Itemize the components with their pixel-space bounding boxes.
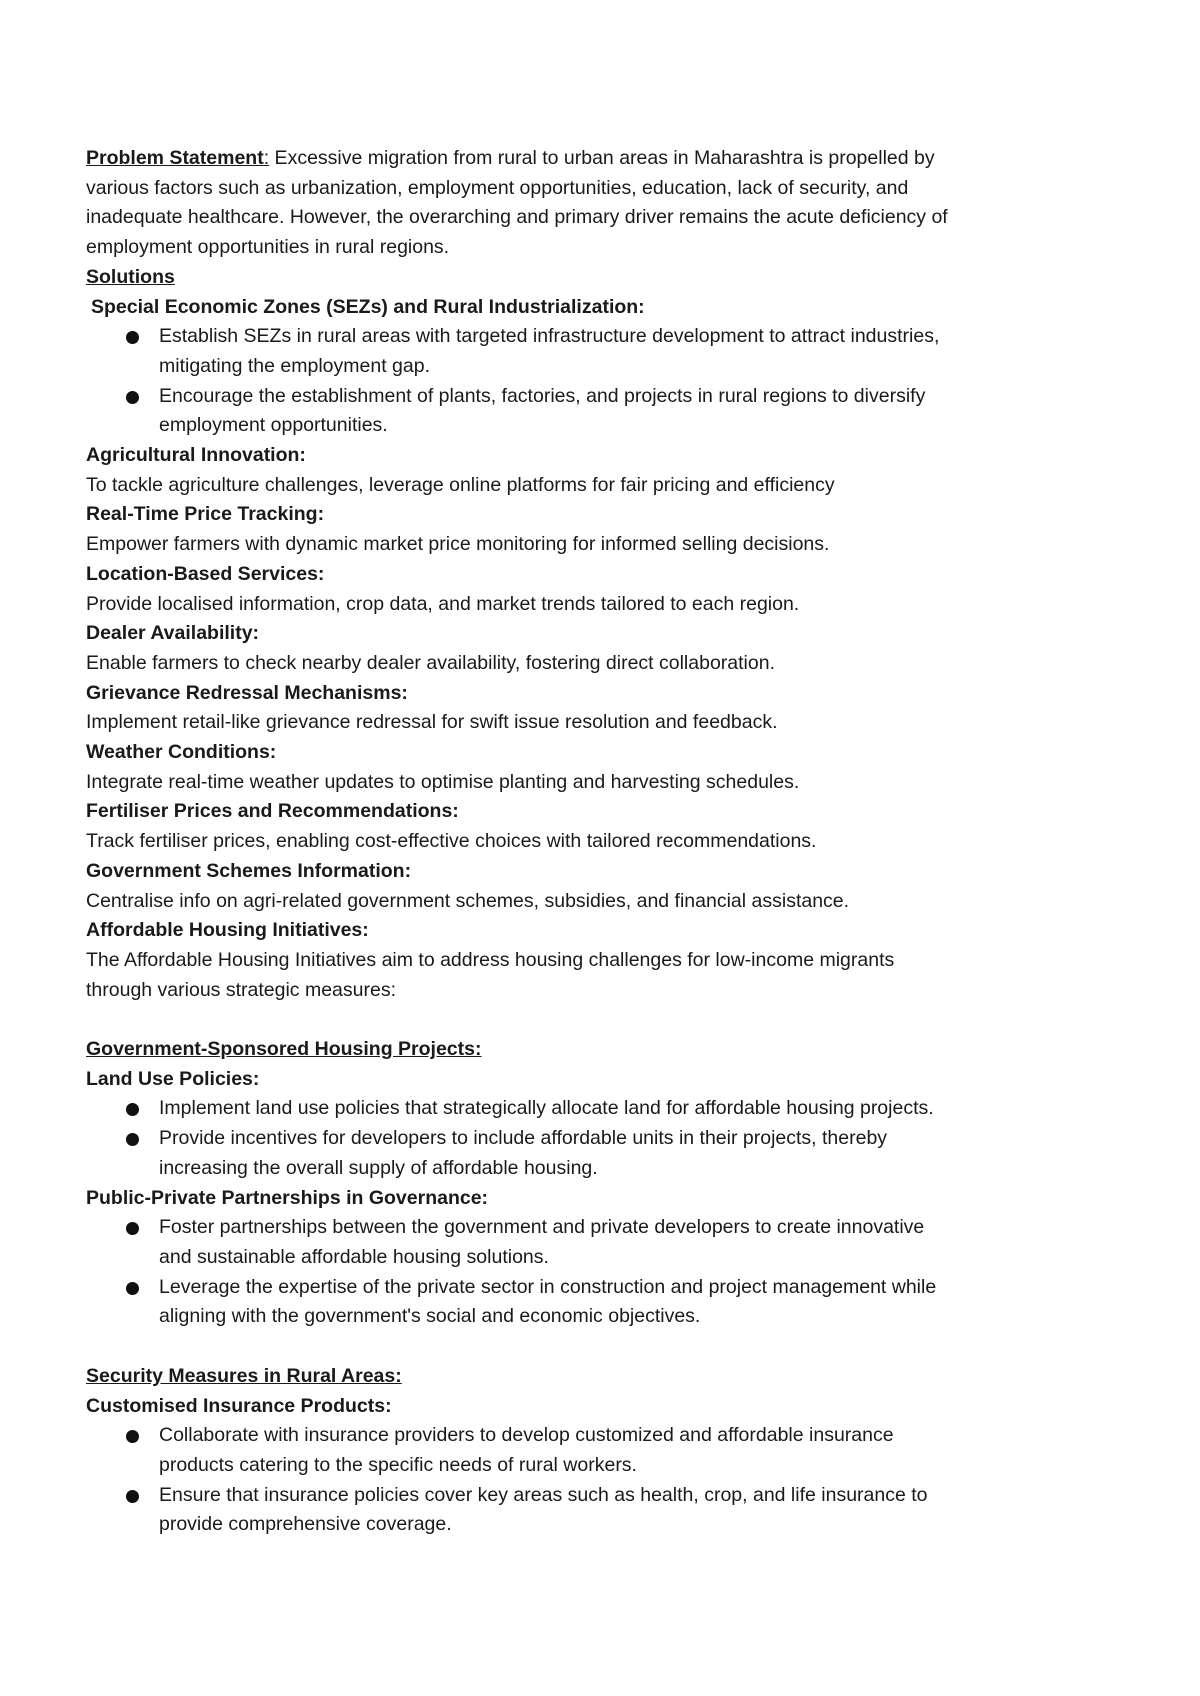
section-text-agricultural-innovation: To tackle agriculture challenges, leverage online platforms for fair pricing and efficiency <box>86 473 835 496</box>
bullet-text-line: Implement land use policies that strategically allocate land for affordable housing projects. <box>159 1097 934 1120</box>
bullet-text-line: products catering to the specific needs of rural workers. <box>159 1453 637 1476</box>
section-heading-price-tracking: Real-Time Price Tracking: <box>86 503 325 526</box>
sez-heading: Special Economic Zones (SEZs) and Rural Industrialization: <box>91 295 645 318</box>
bullet-icon <box>126 331 139 344</box>
bullet-item <box>86 1124 1116 1183</box>
bullet-item <box>86 1273 1116 1332</box>
document-page <box>86 144 1116 1540</box>
section-heading-affordable-housing: Affordable Housing Initiatives: <box>86 919 369 942</box>
bullet-text-line: Ensure that insurance policies cover key areas such as health, crop, and life insurance to <box>159 1483 928 1506</box>
land-use-heading: Land Use Policies: <box>86 1067 260 1090</box>
bullet-text-line: increasing the overall supply of affordable housing. <box>159 1156 598 1179</box>
section-heading-dealer-availability: Dealer Availability: <box>86 622 260 645</box>
bullet-text-line: provide comprehensive coverage. <box>159 1513 452 1536</box>
section-heading-weather-conditions: Weather Conditions: <box>86 741 277 764</box>
bullet-text-line: Establish SEZs in rural areas with targeted infrastructure development to attract industries, <box>159 325 940 348</box>
blank-line <box>86 1005 1116 1035</box>
section-text-weather-conditions: Integrate real-time weather updates to optimise planting and harvesting schedules. <box>86 770 800 793</box>
bullet-text-line: aligning with the government's social and economic objectives. <box>159 1305 701 1328</box>
bullet-item <box>86 382 1116 441</box>
bullet-icon <box>126 391 139 404</box>
bullet-icon <box>126 1103 139 1116</box>
bullet-text-line: Provide incentives for developers to include affordable units in their projects, thereby <box>159 1127 888 1150</box>
bullet-text-line: Collaborate with insurance providers to develop customized and affordable insurance <box>159 1424 894 1447</box>
bullet-text-line: Leverage the expertise of the private sector in construction and project management while <box>159 1275 937 1298</box>
problem-statement-line-1 <box>86 144 1116 174</box>
affordable-housing-text-line-2: through various strategic measures: <box>86 978 396 1001</box>
bullet-icon <box>126 1490 139 1503</box>
bullet-item <box>86 1094 1116 1124</box>
problem-statement-line-2: various factors such as urbanization, employment opportunities, education, lack of security, and <box>86 176 909 199</box>
section-text-grievance-redressal: Implement retail-like grievance redressal for swift issue resolution and feedback. <box>86 711 778 734</box>
section-text-dealer-availability: Enable farmers to check nearby dealer availability, fostering direct collaboration. <box>86 651 775 674</box>
bullet-item <box>86 1421 1116 1480</box>
problem-statement-label: Problem Statement <box>86 147 264 169</box>
problem-statement-colon: : <box>263 147 270 169</box>
affordable-housing-text-line-1: The Affordable Housing Initiatives aim to address housing challenges for low-income migrants <box>86 948 895 971</box>
bullet-text-line: and sustainable affordable housing solutions. <box>159 1246 549 1268</box>
problem-statement-line-3: inadequate healthcare. However, the overarching and primary driver remains the acute deficiency of <box>86 206 948 229</box>
section-heading-fertiliser-prices: Fertiliser Prices and Recommendations: <box>86 800 459 823</box>
bullet-icon <box>126 1133 139 1146</box>
bullet-text-line: Encourage the establishment of plants, factories, and projects in rural regions to diversify <box>159 384 926 407</box>
bullet-icon <box>126 1430 139 1443</box>
bullet-icon <box>126 1282 139 1295</box>
govt-housing-heading: Government-Sponsored Housing Projects: <box>86 1038 482 1061</box>
section-heading-location-services: Location-Based Services: <box>86 562 325 585</box>
bullet-text-line: mitigating the employment gap. <box>159 354 430 377</box>
problem-statement-text: Excessive migration from rural to urban areas in Maharashtra is propelled by <box>269 147 935 169</box>
bullet-item <box>86 1213 1116 1272</box>
security-heading: Security Measures in Rural Areas: <box>86 1364 402 1387</box>
solutions-heading: Solutions <box>86 265 175 288</box>
ppp-heading: Public-Private Partnerships in Governance: <box>86 1186 489 1209</box>
bullet-item <box>86 1481 1116 1540</box>
section-text-government-schemes: Centralise info on agri-related government schemes, subsidies, and financial assistance. <box>86 889 850 912</box>
problem-statement-line-4: employment opportunities in rural regions. <box>86 236 450 259</box>
bullet-text-line: employment opportunities. <box>159 414 388 437</box>
blank-line <box>86 1332 1116 1362</box>
section-heading-grievance-redressal: Grievance Redressal Mechanisms: <box>86 681 408 704</box>
bullet-item <box>86 322 1116 381</box>
bullet-icon <box>126 1222 139 1235</box>
section-text-price-tracking: Empower farmers with dynamic market price monitoring for informed selling decisions. <box>86 533 830 556</box>
section-text-fertiliser-prices: Track fertiliser prices, enabling cost-effective choices with tailored recommendations. <box>86 830 817 853</box>
section-text-location-services: Provide localised information, crop data, and market trends tailored to each region. <box>86 592 800 615</box>
insurance-heading: Customised Insurance Products: <box>86 1394 392 1417</box>
section-heading-agricultural-innovation: Agricultural Innovation: <box>86 444 306 467</box>
section-heading-government-schemes: Government Schemes Information: <box>86 859 412 882</box>
bullet-text-line: Foster partnerships between the government and private developers to create innovative <box>159 1216 925 1239</box>
